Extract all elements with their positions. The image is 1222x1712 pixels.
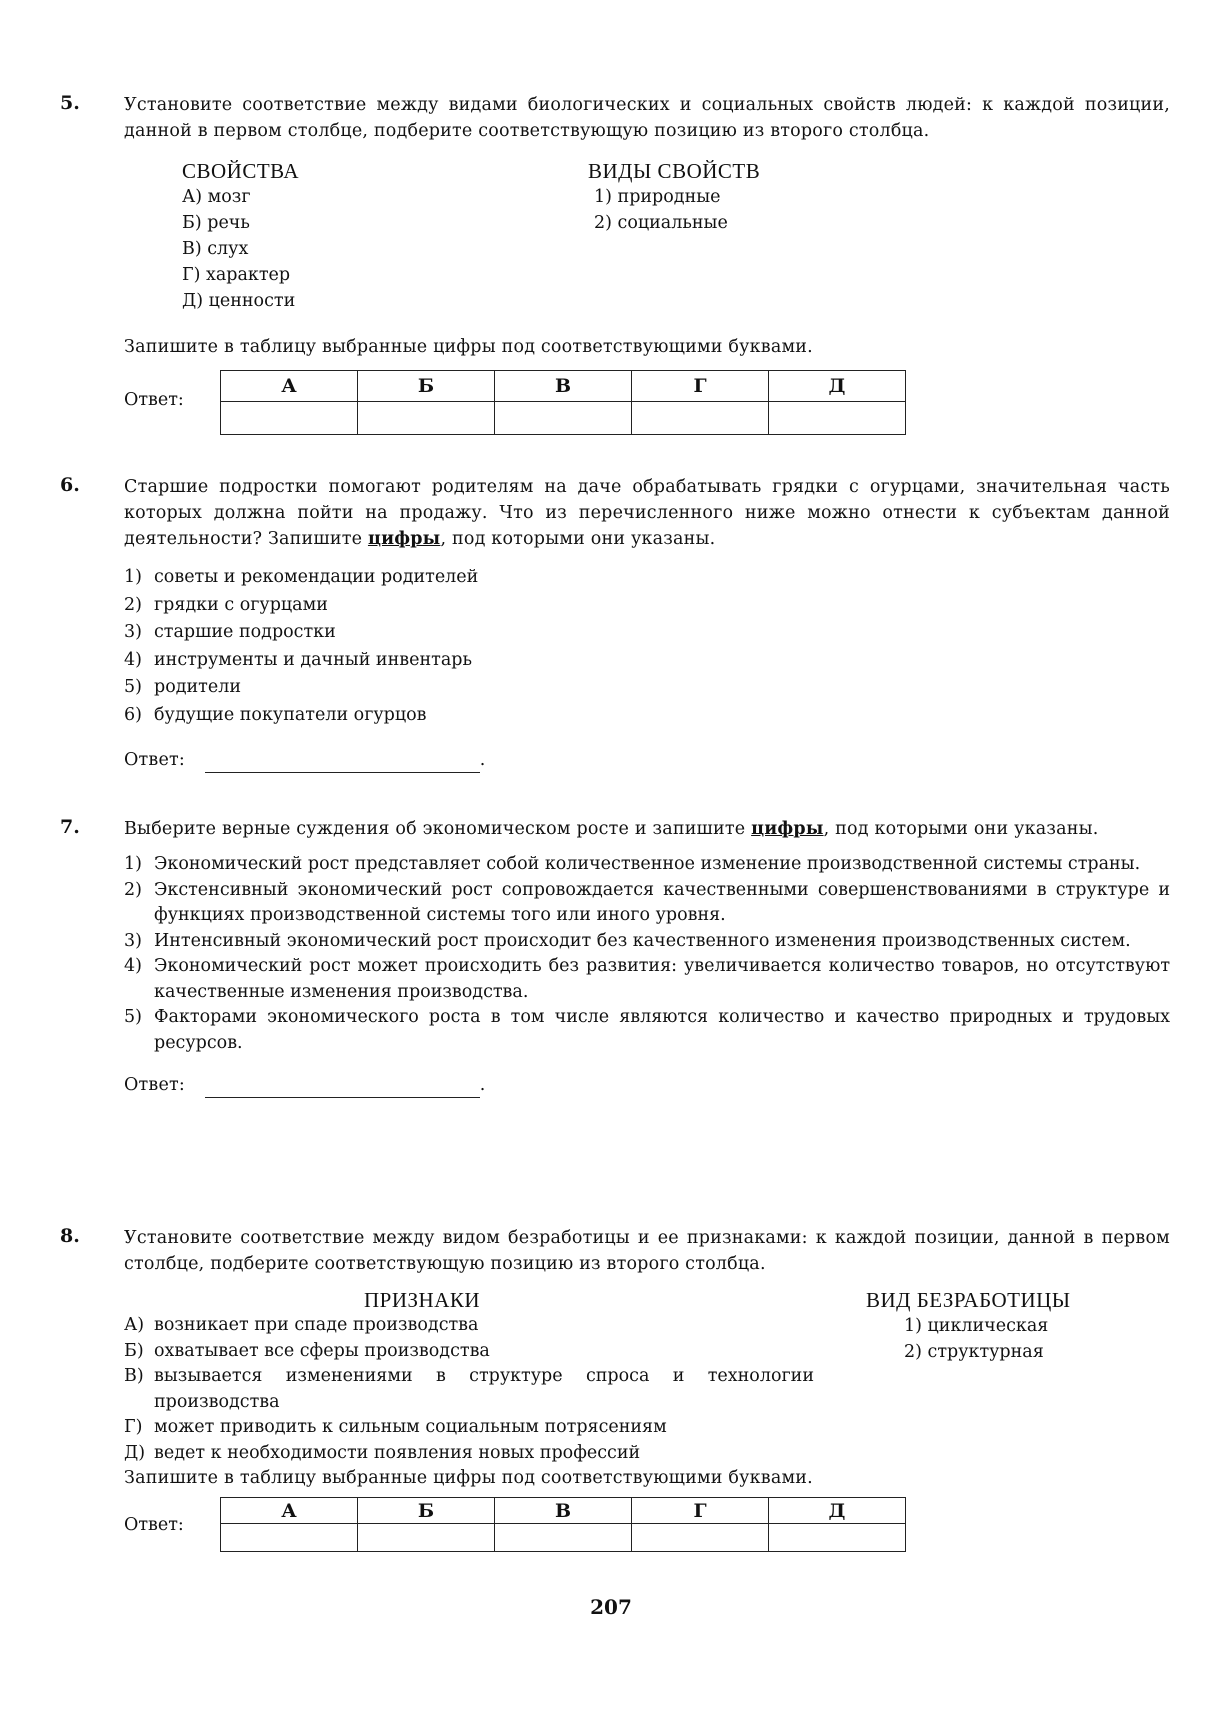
item-number: 6) — [124, 704, 142, 725]
item-number: 1) — [124, 854, 142, 874]
instruction: Запишите в таблицу выбранные цифры под соответствующими буквами. — [124, 337, 813, 357]
left-item: Д) ценности — [182, 291, 296, 311]
letter-cell: Б — [358, 371, 495, 402]
list-item — [124, 702, 1170, 730]
letter-cell: В — [495, 1498, 632, 1524]
item-number: 2) — [124, 879, 142, 900]
answer-label: Ответ: — [124, 1075, 186, 1095]
answer-cell[interactable] — [632, 1524, 769, 1552]
task-6 — [60, 474, 1170, 773]
answer-cell[interactable] — [495, 402, 632, 435]
item-number: 3) — [124, 622, 142, 642]
task-7 — [60, 816, 1170, 1098]
letter-cell: Д — [769, 371, 906, 402]
right-column — [866, 1287, 1071, 1365]
matching-columns — [124, 1287, 1170, 1465]
left-item: В) слух — [182, 239, 249, 259]
item-letter: Б) — [124, 1340, 144, 1361]
list-item — [124, 592, 1170, 620]
list-item — [124, 1005, 1170, 1056]
answer-cell[interactable] — [221, 402, 358, 435]
instruction: Запишите в таблицу выбранные цифры под соответствующими буквами. — [124, 1468, 813, 1488]
item-text: советы и рекомендации родителей — [154, 567, 479, 587]
item-number: 2) — [124, 594, 142, 615]
answer-end: . — [479, 1075, 486, 1095]
item-text: старшие подростки — [154, 622, 336, 642]
right-item: 1) природные — [594, 187, 721, 207]
list-item — [124, 647, 1170, 675]
criteria-list — [124, 1313, 814, 1466]
list-item — [124, 1364, 814, 1415]
left-column — [182, 158, 299, 314]
answer-label: Ответ: — [124, 750, 186, 770]
item-number: 5) — [124, 677, 142, 697]
item-text: Экстенсивный экономический рост сопровождается качественными совершенствованиями в структуре и функциях производственной системы того или иного уровня. — [154, 879, 1170, 925]
right-item: 2) структурная — [904, 1342, 1044, 1362]
right-column — [588, 158, 760, 236]
question-text: Выберите верные суждения об экономическом росте и запишите — [124, 819, 752, 839]
question-emphasis: цифры — [751, 819, 824, 839]
answer-cell[interactable] — [358, 402, 495, 435]
item-letter: В) — [124, 1366, 144, 1386]
right-item: 2) социальные — [594, 213, 728, 233]
left-item: А) мозг — [182, 187, 251, 207]
task-number: 7. — [60, 816, 80, 838]
answer-row — [124, 747, 1170, 773]
page-number: 207 — [590, 1595, 632, 1619]
list-item — [124, 619, 1170, 647]
answer-label: Ответ: — [124, 390, 184, 410]
question-text: Старшие подростки помогают родителям на даче обрабатывать грядки с огурцами, значительная часть которых должна пойти на продажу. Что из перечисленного ниже можно отнести к субъектам данной деятельности? Запишите — [124, 477, 1170, 549]
item-text: инструменты и дачный инвентарь — [154, 649, 472, 670]
list-item — [124, 954, 1170, 1005]
item-text: родители — [154, 677, 241, 697]
item-text: грядки с огурцами — [154, 594, 328, 615]
item-text: Экономический рост может происходить без развития: увеличивается количество товаров, но отсутствуют качественные изменения производства. — [154, 956, 1170, 1002]
list-item — [124, 1441, 814, 1467]
item-text: может приводить к сильным социальным потрясениям — [154, 1417, 667, 1437]
answer-row — [124, 1072, 1170, 1098]
question-emphasis: цифры — [367, 529, 441, 549]
item-number: 5) — [124, 1007, 142, 1027]
letter-cell: В — [495, 371, 632, 402]
item-text: Экономический рост представляет собой количественное изменение производственной системы страны. — [154, 854, 1141, 874]
answer-area — [124, 1497, 1170, 1555]
letter-cell: А — [221, 371, 358, 402]
matching-columns — [124, 158, 1170, 326]
letter-cell: Д — [769, 1498, 906, 1524]
answer-cell[interactable] — [769, 402, 906, 435]
item-text: ведет к необходимости появления новых профессий — [154, 1442, 641, 1463]
answer-cell[interactable] — [495, 1524, 632, 1552]
options-list — [124, 564, 1170, 729]
answer-cell[interactable] — [632, 402, 769, 435]
list-item — [124, 1339, 814, 1365]
task-number: 8. — [60, 1225, 80, 1247]
list-item — [124, 674, 1170, 702]
letter-cell: А — [221, 1498, 358, 1524]
answer-line[interactable] — [205, 1079, 480, 1098]
answer-label: Ответ: — [124, 1515, 184, 1535]
right-column-header: ВИД БЕЗРАБОТИЦЫ — [866, 1288, 1071, 1312]
answer-line[interactable] — [205, 754, 480, 773]
answer-table — [220, 1497, 906, 1552]
question-text: , под которыми они указаны. — [440, 529, 716, 549]
left-item: Г) характер — [182, 265, 291, 285]
item-number: 3) — [124, 930, 142, 951]
item-text: возникает при спаде производства — [154, 1315, 479, 1335]
task-question — [124, 816, 1170, 842]
item-text: Интенсивный экономический рост происходит без качественного изменения производственных систем. — [154, 930, 1131, 951]
right-column-header: ВИДЫ СВОЙСТВ — [588, 159, 761, 183]
item-number: 1) — [124, 567, 142, 587]
letter-cell: Г — [632, 1498, 769, 1524]
item-text: охватывает все сферы производства — [154, 1340, 490, 1361]
item-text: вызывается изменениями в структуре спроса и технологии производства — [154, 1366, 814, 1412]
letter-cell: Г — [632, 371, 769, 402]
task-number: 5. — [60, 92, 80, 114]
item-number: 4) — [124, 649, 142, 670]
list-item — [124, 852, 1170, 878]
list-item — [124, 878, 1170, 929]
answer-cell[interactable] — [358, 1524, 495, 1552]
item-number: 4) — [124, 956, 142, 976]
answer-cell[interactable] — [221, 1524, 358, 1552]
answer-table — [220, 370, 906, 435]
answer-cell[interactable] — [769, 1524, 906, 1552]
task-5 — [60, 92, 1170, 432]
task-question: Установите соответствие между видом безработицы и ее признаками: к каждой позиции, данной в первом столбце, подберите соответствующую позицию из второго столбца. — [124, 1228, 1170, 1274]
item-letter: Г) — [124, 1417, 143, 1437]
list-item — [124, 564, 1170, 592]
list-item — [124, 1313, 814, 1339]
item-letter: А) — [124, 1315, 145, 1335]
left-column — [124, 1313, 814, 1466]
list-item — [124, 1415, 814, 1441]
task-question: Установите соответствие между видами биологических и социальных свойств людей: к каждой позиции, данной в первом столбце, подберите соответствующую позицию из второго столбца. — [124, 95, 1170, 141]
answer-area — [124, 370, 1170, 442]
item-letter: Д) — [124, 1442, 146, 1463]
left-column-header: СВОЙСТВА — [182, 159, 300, 183]
answer-end: . — [479, 750, 486, 770]
task-8 — [60, 1225, 1170, 1555]
letter-cell: Б — [358, 1498, 495, 1524]
task-question — [124, 474, 1170, 552]
item-text: Факторами экономического роста в том числе являются количество и качество природных и трудовых ресурсов. — [154, 1007, 1170, 1053]
options-list — [124, 852, 1170, 1056]
left-column-header: ПРИЗНАКИ — [364, 1288, 481, 1312]
question-text: , под которыми они указаны. — [823, 819, 1099, 839]
item-text: будущие покупатели огурцов — [154, 704, 427, 725]
right-item: 1) циклическая — [904, 1316, 1049, 1336]
list-item — [124, 929, 1170, 955]
left-item: Б) речь — [182, 213, 250, 233]
task-number: 6. — [60, 474, 80, 496]
